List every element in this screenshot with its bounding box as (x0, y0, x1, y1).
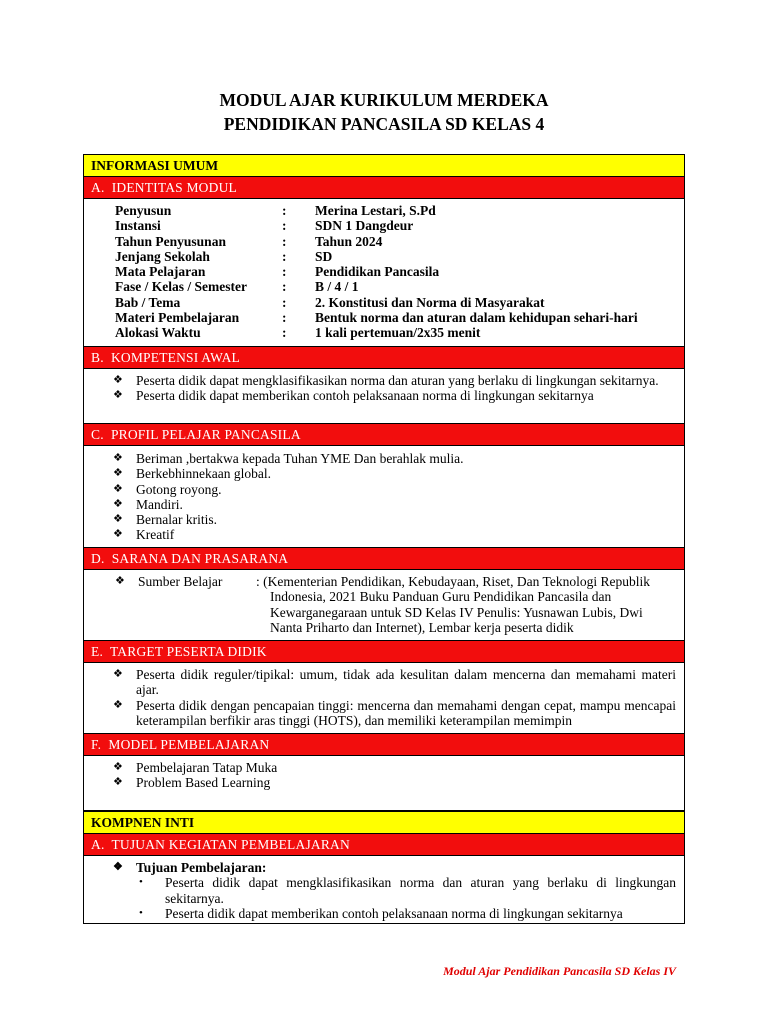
sumber-belajar-label: ❖ Sumber Belajar (115, 574, 233, 589)
identitas-value: SD (315, 248, 333, 264)
identitas-colon: : (282, 279, 287, 295)
komponen-inti-heading: KOMPNEN INTI (84, 812, 684, 834)
section-label: TUJUAN KEGIATAN PEMBELAJARAN (111, 837, 350, 852)
profil-item: ❖ Berkebhinnekaan global. (113, 466, 676, 481)
identitas-value: 2. Konstitusi dan Norma di Masyarakat (315, 294, 545, 310)
document-title: MODUL AJAR KURIKULUM MERDEKA (219, 90, 549, 110)
model-item: ❖ Problem Based Learning (113, 775, 676, 790)
identitas-key: Jenjang Sekolah (115, 248, 210, 264)
document-subtitle: PENDIDIKAN PANCASILA SD KELAS 4 (223, 114, 545, 134)
section-label: SARANA DAN PRASARANA (111, 551, 289, 566)
identitas-row (115, 249, 638, 264)
tujuan-list (84, 860, 684, 921)
identitas-key: Fase / Kelas / Semester (115, 279, 247, 295)
informasi-umum-heading: INFORMASI UMUM (84, 155, 684, 177)
kompetensi-awal-heading (84, 347, 684, 369)
identitas-key: Alokasi Waktu (115, 325, 201, 341)
identitas-colon: : (282, 264, 287, 280)
profil-item: ❖ Gotong royong. (113, 482, 676, 497)
section-letter: E. (91, 644, 104, 659)
identitas-key: Penyusun (115, 203, 172, 218)
identitas-modul-heading (84, 177, 684, 199)
identitas-colon: : (282, 248, 287, 264)
profil-pelajar-heading (84, 424, 684, 446)
identitas-row (115, 279, 638, 294)
section-letter: F. (91, 737, 102, 752)
target-item: ❖ Peserta didik reguler/tipikal: umum, tidak ada kesulitan dalam mencerna dan memahami materi ajar. (113, 667, 676, 698)
target-list (84, 667, 684, 728)
sarana-prasarana-body (84, 570, 684, 641)
profil-item: ❖ Mandiri. (113, 497, 676, 512)
section-letter: B. (91, 350, 104, 365)
identitas-key: Materi Pembelajaran (115, 310, 240, 326)
kompetensi-item: ❖ Peserta didik dapat mengklasifikasikan norma dan aturan yang berlaku di lingkungan sekitarnya. (113, 373, 676, 388)
section-letter: A. (91, 837, 105, 852)
profil-item: ❖ Bernalar kritis. (113, 512, 676, 527)
identitas-value: Bentuk norma dan aturan dalam kehidupan sehari-hari (315, 310, 638, 326)
section-letter: A. (91, 180, 105, 195)
identitas-modul-body (84, 199, 684, 347)
informasi-umum-table (83, 154, 685, 811)
identitas-value: Tahun 2024 (315, 233, 383, 249)
identitas-row (115, 295, 638, 310)
section-label: KOMPETENSI AWAL (110, 350, 240, 365)
kompetensi-awal-body (84, 369, 684, 424)
identitas-colon: : (282, 325, 287, 341)
profil-list (84, 451, 684, 543)
identitas-colon: : (282, 218, 287, 234)
section-letter: C. (91, 427, 104, 442)
identitas-row (115, 325, 638, 340)
kompetensi-item: ❖ Peserta didik dapat memberikan contoh pelaksanaan norma di lingkungan sekitarnya (113, 388, 676, 403)
identitas-value: SDN 1 Dangdeur (315, 218, 414, 234)
sumber-belajar-text: : (Kementerian Pendidikan, Kebudayaan, Riset, Dan Teknologi Republik Indonesia, 2021 Buku Panduan Guru Pendidikan Pancasila dan Kewarganegaraan untuk SD Kelas IV Penulis: Yusnawan Lubis, Dwi Nanta Priharto dan Internet), Lembar kerja peserta didik (256, 574, 650, 635)
identitas-key: Instansi (115, 218, 161, 234)
kompetensi-list (84, 373, 684, 404)
tujuan-bullet-list (113, 875, 676, 921)
identitas-table (115, 203, 638, 341)
sarana-prasarana-heading (84, 548, 684, 570)
identitas-key: Tahun Penyusunan (115, 233, 226, 249)
profil-pelajar-body (84, 446, 684, 548)
tujuan-kegiatan-heading (84, 834, 684, 856)
tujuan-subheading: Tujuan Pembelajaran: (136, 860, 267, 875)
tujuan-pembelajaran-item (113, 860, 676, 921)
identitas-colon: : (282, 203, 287, 218)
section-label: IDENTITAS MODUL (111, 180, 237, 195)
komponen-inti-table (83, 811, 685, 924)
model-pembelajaran-body (84, 756, 684, 791)
identitas-key: Bab / Tema (115, 294, 181, 310)
section-label: PROFIL PELAJAR PANCASILA (110, 427, 301, 442)
section-label: MODEL PEMBELAJARAN (108, 737, 270, 752)
identitas-value: Pendidikan Pancasila (315, 264, 440, 280)
model-list (84, 760, 684, 791)
target-item: ❖ Peserta didik dengan pencapaian tinggi: mencerna dan memahami dengan cepat, mampu mencapai keterampilan berfikir aras tinggi (HOTS), dan memiliki keterampilan memimpin (113, 698, 676, 729)
target-peserta-heading (84, 641, 684, 663)
section-letter: D. (91, 551, 105, 566)
target-peserta-body (84, 663, 684, 734)
identitas-row (115, 234, 638, 249)
identitas-value: Merina Lestari, S.Pd (315, 203, 436, 218)
tujuan-kegiatan-body (84, 856, 684, 923)
identitas-row (115, 264, 638, 279)
identitas-value: 1 kali pertemuan/2x35 menit (315, 325, 481, 341)
identitas-colon: : (282, 233, 287, 249)
tujuan-item: • Peserta didik dapat memberikan contoh pelaksanaan norma di lingkungan sekitarnya (113, 906, 676, 921)
profil-item: ❖ Beriman ,bertakwa kepada Tuhan YME Dan berahlak mulia. (113, 451, 676, 466)
page-footer: Modul Ajar Pendidikan Pancasila SD Kelas IV (443, 964, 676, 978)
profil-item: ❖ Kreatif (113, 527, 676, 542)
identitas-colon: : (282, 310, 287, 326)
identitas-row (115, 203, 638, 218)
identitas-row (115, 310, 638, 325)
identitas-value: B / 4 / 1 (315, 279, 359, 295)
model-pembelajaran-heading (84, 734, 684, 756)
identitas-row (115, 218, 638, 233)
tujuan-item: • Peserta didik dapat mengklasifikasikan norma dan aturan yang berlaku di lingkungan sekitarnya. (113, 875, 676, 906)
identitas-colon: : (282, 294, 287, 310)
model-item: ❖ Pembelajaran Tatap Muka (113, 760, 676, 775)
identitas-key: Mata Pelajaran (115, 264, 206, 280)
section-label: TARGET PESERTA DIDIK (109, 644, 267, 659)
